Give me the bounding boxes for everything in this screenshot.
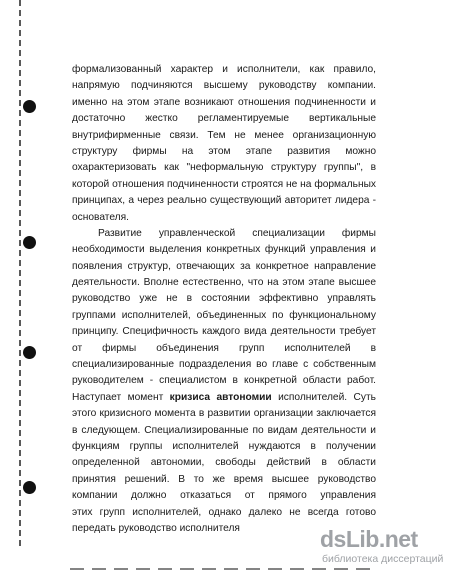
watermark — [320, 526, 444, 570]
text-line: появления структур, отвечающих за конкретное направление — [72, 260, 376, 272]
text-line: принципах, а через реально существующий авторитет лидера - — [72, 195, 376, 207]
watermark-logo: dsLib.net — [320, 526, 418, 552]
text-line: определенной автономии, свободы действий в области — [72, 457, 376, 469]
text-line: основателя. — [72, 211, 129, 223]
text-line: компании должно отказаться от прямого управления — [72, 490, 376, 502]
text-line: формализованный характер и исполнители, как правило, — [72, 64, 376, 75]
text-line: напрямую подчиняются высшему руководству компании. — [72, 80, 376, 92]
text-line: внутрифирменные связи. Тем не менее организационную — [72, 129, 376, 141]
text-line: именно на этом этапе возникают отношения подчиненности и — [72, 96, 376, 108]
text-line: этого кризисного момента в развитии организации заключается — [72, 408, 376, 420]
punch-hole-icon — [23, 100, 36, 113]
text-line: от фирмы объединения групп исполнителей в — [72, 342, 376, 354]
text-line: передать руководство исполнителя — [72, 522, 240, 534]
text-line: в следующем. Специализированные по видам деятельности и — [72, 424, 376, 436]
body-text — [72, 62, 376, 537]
text-line: охарактеризовать как "неформальную структуру группы", в — [72, 162, 376, 174]
text-line: руководство уже не в состоянии эффективно управлять — [72, 293, 376, 305]
text-line: достаточно жестко регламентируемые вертикальные — [72, 113, 376, 125]
text-line: специализированные подразделения во главе с собственным — [72, 359, 376, 371]
text-line: которой отношения подчиненности строятся не на формальных — [72, 178, 376, 190]
text-line: принятия решений. В то же время высшее руководство — [72, 473, 376, 485]
punch-hole-icon — [23, 481, 36, 494]
text-line: деятельности. Вполне естественно, что на этом этапе высшее — [72, 277, 376, 289]
bold-term: кризиса автономии — [169, 391, 272, 403]
text-line: руководителем - специалистом в конкретной области работ. — [72, 375, 376, 387]
text-line-emphasis — [72, 390, 376, 406]
text-line: необходимости выделения конкретных функций управления и — [72, 244, 376, 256]
punch-hole-icon — [23, 346, 36, 359]
text-line: принципу. Специфичность каждого вида деятельности требует — [72, 326, 376, 338]
text-line: структуру фирмы на этом этапе развития можно — [72, 145, 376, 157]
text-segment: исполнителей. Суть — [278, 391, 376, 403]
text-line: Развитие управленческой специализации фирмы — [98, 227, 376, 239]
text-line: группами исполнителей, объединенных по функциональному — [72, 309, 376, 321]
punch-hole-icon — [23, 236, 36, 249]
binding-margin-line — [19, 0, 21, 548]
watermark-subtitle: библиотека диссертаций — [322, 553, 444, 565]
text-line: функциям группы исполнителей нуждаются в получении — [72, 440, 376, 452]
text-segment: Наступает момент — [72, 391, 164, 403]
text-line: этих групп исполнителей, однако далеко не всегда готово — [72, 506, 376, 518]
